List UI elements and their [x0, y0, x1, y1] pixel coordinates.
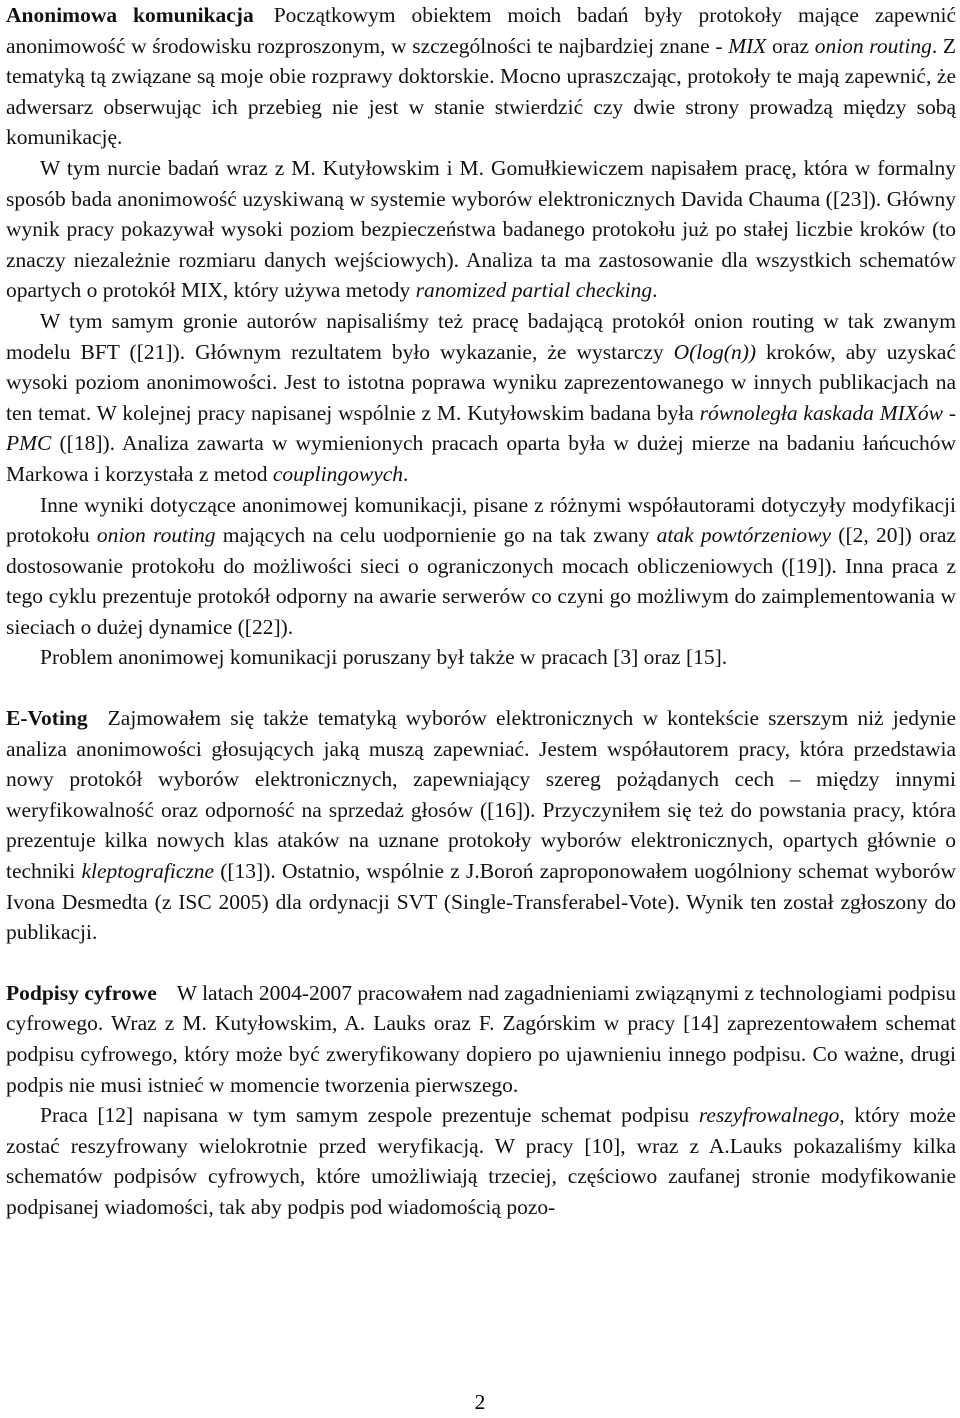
big-o-formula: O(log(n)) [673, 339, 757, 364]
paragraph-anon-2: W tym nurcie badań wraz z M. Kutyłowskim i M. Gomułkiewiczem napisałem pracę, która w formalny sposób bada anonimowość uzyskiwaną w systemie wyborów elektronicznych Davida Chauma ([23]). Główny wynik pracy pokazywał wysoki poziom bezpieczeństwa badanego protokołu już po stałej liczbie kroków (to znaczy niezależnie rozmiaru danych wejściowych). Analiza ta ma zastosowanie dla wszystkich schematów opartych o protokół MIX, który używa metody ranomized partial checking. [6, 155, 957, 303]
section-heading-digital-signatures: Podpisy cyfrowe [6, 980, 157, 1005]
paragraph-anon-5: Problem anonimowej komunikacji poruszany był także w pracach [3] oraz [15]. [40, 645, 728, 670]
paragraph-anon-3: W tym samym gronie autorów napisaliśmy też pracę badającą protokół onion routing w tak zwanym modelu BFT ([21]). Głównym rezultatem było wykazanie, że wystarczy O(log(n)) kroków, aby uzyskać wysoki poziom anonimowości. Jest to istotna poprawa wyniku zaprezentowanego w innych publikacjach na ten temat. W kolejnej pracy napisanej wspólnie z M. Kutyłowskim badana była równoległa kaskada MIXów -PMC ([18]). Analiza zawarta w wymienionych pracach oparta była w dużej mierze na badaniu łańcuchów Markowa i korzystała z metod couplingowych. [6, 308, 956, 486]
page-number: 2 [474, 1390, 486, 1414]
section-heading-evoting: E-Voting [6, 706, 88, 731]
section-heading-anonymous-communication: Anonimowa komunikacja [6, 3, 254, 27]
paragraph-anon-1: Anonimowa komunikacja Początkowym obiektem moich badań były protokoły mające zapewnić anonimowość w środowisku rozproszonym, w szczególności te najbardziej znane - MIX oraz onion routing. Z tematyką tą związane są moje obie rozprawy doktorskie. Mocno upraszczając, protokoły te mają zapewnić, że adwersarz obserwując ich przebieg nie jest w stanie stwierdzić czy dwie strony prowadzą między sobą komunikację. [6, 3, 956, 150]
paragraph-signatures-2: Praca [12] napisana w tym samym zespole prezentuje schemat podpisu reszyfrowalnego, który może zostać reszyfrowany wielokrotnie przed weryfikacją. W pracy [10], wraz z A.Lauks pokazaliśmy kilka schematów podpisów cyfrowych, które umożliwiają trzeciej, częściowo zaufanej stronie modyfikowanie podpisanej wiadomości, tak aby podpis pod wiadomością pozo- [6, 1103, 956, 1219]
paragraph-signatures-1: Podpisy cyfrowe W latach 2004-2007 pracowałem nad zagadnieniami związąnymi z technologiami podpisu cyfrowego. Wraz z M. Kutyłowskim, A. Lauks oraz F. Zagórskim w pracy [14] zaprezentowałem schemat podpisu cyfrowego, który może być zweryfikowany dopiero po ujawnieniu innego podpisu. Co ważne, drugi podpis nie musi istnieć w momencie tworzenia pierwszego. [6, 980, 956, 1097]
document-page [6, 0, 956, 1223]
paragraph-anon-4: Inne wyniki dotyczące anonimowej komunikacji, pisane z różnymi współautorami dotyczyły modyfikacji protokołu onion routing mających na celu uodpornienie go na tak zwany atak powtórzeniowy ([2, 20]) oraz dostosowanie protokołu do możliwości sieci o ograniczonych mocach obliczeniowych ([19]). Inna praca z tego cyklu prezentuje protokół odporny na awarie serwerów co czyni go możliwym do zaimplementowania w sieciach o dużej dynamice ([22]). [6, 492, 956, 639]
paragraph-evoting-1: E-Voting Zajmowałem się także tematyką wyborów elektronicznych w kontekście szerszym niż jedynie analiza anonimowości głosujących jaką muszą zapewniać. Jestem współautorem pracy, która przedstawia nowy protokół wyborów elektronicznych, zapewniający szereg pożądanych cech – między innymi weryfikowalność oraz odporność na sprzedaż głosów ([16]). Przyczyniłem się też do powstania pracy, która prezentuje kilka nowych klas ataków na uznane protokoły wyborów elektronicznych, opartych głównie o techniki kleptograficzne ([13]). Ostatnio, wspólnie z J.Boroń zaproponowałem uogólniony schemat wyborów Ivona Desmedta (z ISC 2005) dla ordynacji SVT (Single-Transferabel-Vote). Wynik ten został zgłoszony do publikacji. [6, 706, 956, 945]
